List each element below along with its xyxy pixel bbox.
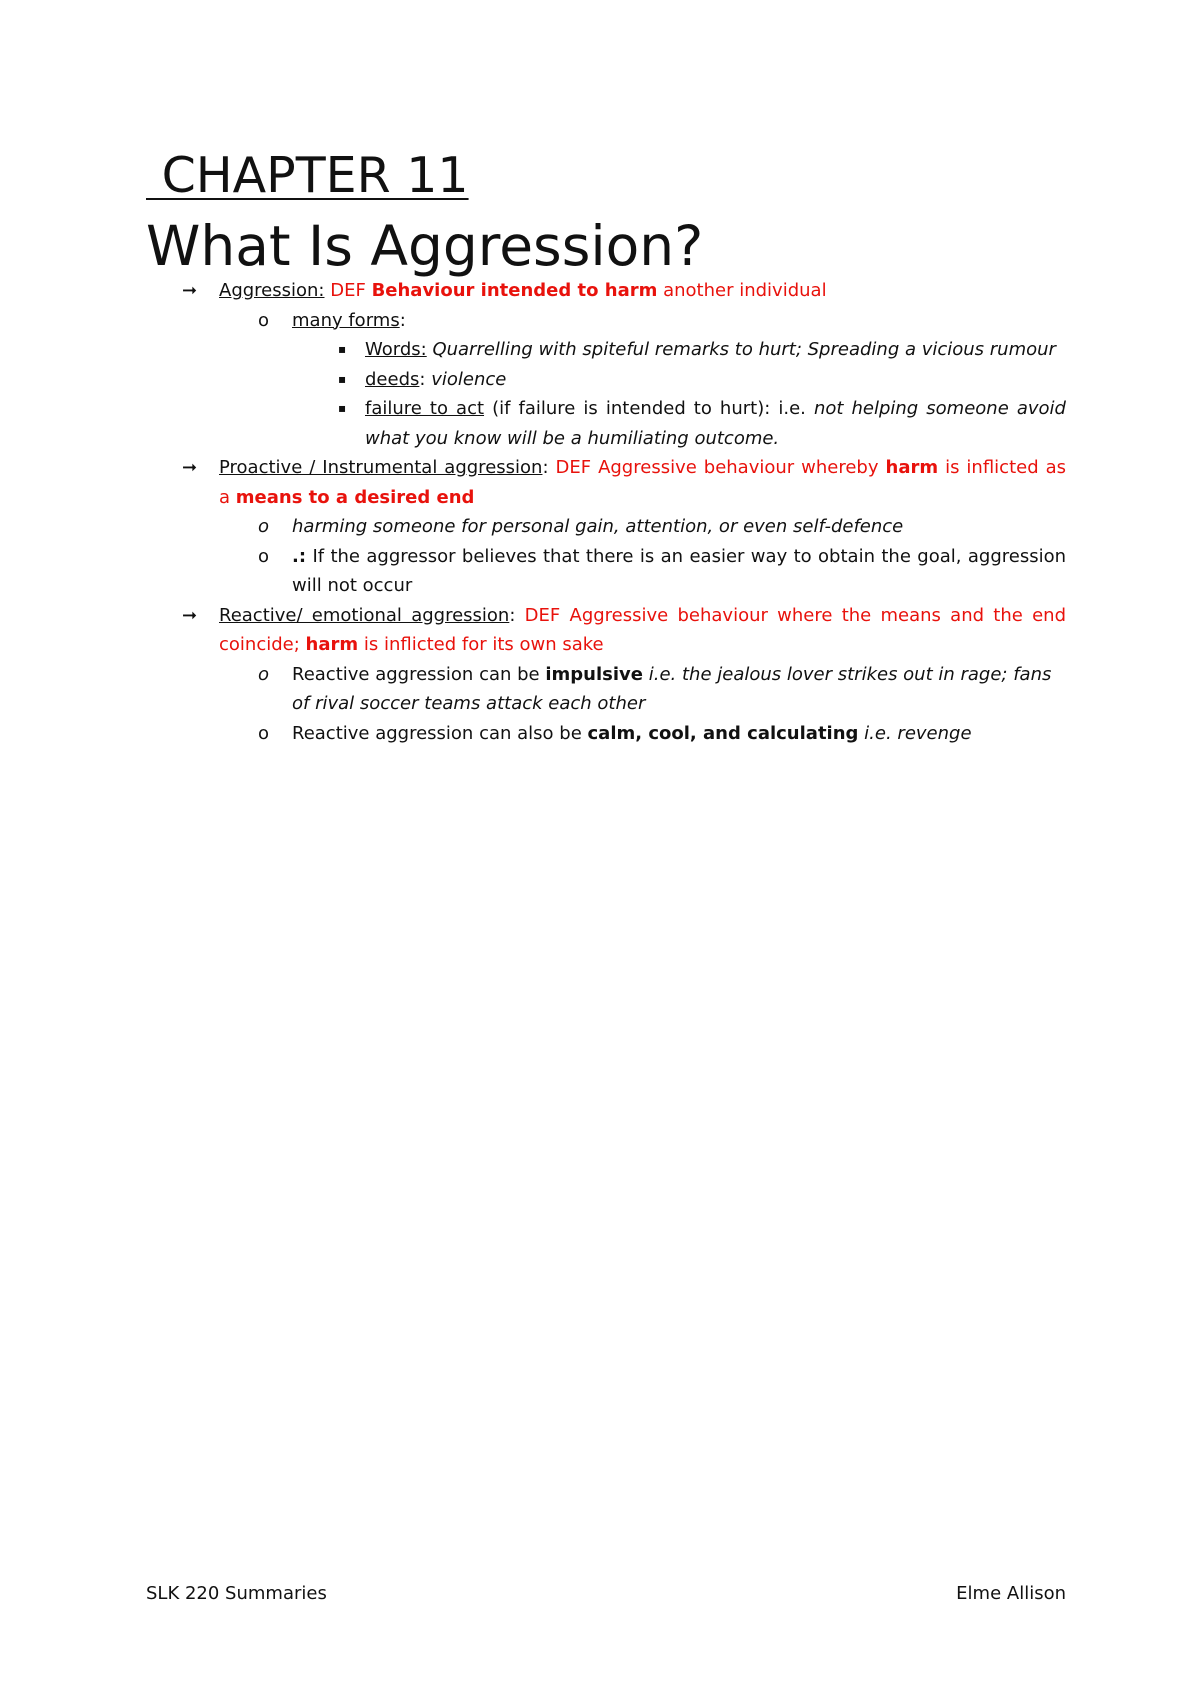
arrow-bullet-icon: ➞ [182, 457, 198, 478]
deeds-colon: : [419, 368, 426, 390]
chapter-heading: CHAPTER 11 [146, 147, 469, 204]
reactive-sub2-ie: i.e. [864, 722, 892, 744]
reactive-colon: : [509, 604, 516, 626]
deeds-text: violence [431, 368, 507, 390]
reactive-sub1-bold: impulsive [545, 663, 643, 685]
list-item-reactive-calculating [146, 719, 1066, 749]
reactive-def-a: DEF Aggressive behaviour where the means and the end [524, 604, 1066, 626]
reactive-sub1-ie: i.e. [648, 663, 677, 685]
square-bullet-icon: ▪ [338, 371, 347, 386]
list-item-many-forms [146, 306, 1066, 336]
words-text: Quarrelling with spiteful remarks to hurt; Spreading a vicious rumour [432, 339, 1056, 360]
reactive-sub1-example: the jealous lover strikes out in rage; fans of rival soccer teams attack each other [292, 663, 1052, 714]
circle-bullet-icon: o [258, 722, 270, 744]
proactive-colon: : [542, 457, 549, 478]
footer-author: Elme Allison [956, 1583, 1066, 1604]
list-item-failure-to-act [146, 394, 1066, 453]
definition-rest: another individual [663, 280, 827, 301]
list-item-reactive-impulsive [146, 660, 1066, 719]
square-bullet-icon: ▪ [338, 342, 347, 356]
definition-bold: Behaviour intended to harm [371, 280, 658, 301]
proactive-def-a: DEF Aggressive behaviour whereby [555, 457, 879, 478]
proactive-note: If the aggressor believes that there is an easier way to obtain the goal, aggression will not occur [292, 545, 1066, 596]
term-proactive: Proactive / Instrumental aggression [219, 457, 543, 478]
proactive-def-b: is inflicted as a [219, 457, 1067, 508]
term-reactive: Reactive/ emotional aggression [219, 604, 510, 626]
list-item-proactive-note [146, 542, 1066, 601]
term-words: Words: [365, 339, 427, 360]
notes-content [146, 276, 1066, 748]
failure-example: not helping someone avoid what you know will be a humiliating outcome. [365, 398, 1066, 449]
footer-course: SLK 220 Summaries [146, 1583, 327, 1604]
proactive-example: harming someone for personal gain, attention, or even self-defence [292, 516, 904, 537]
def-label: DEF [330, 280, 366, 301]
term-failure-to-act: failure to act [365, 398, 485, 419]
forms-colon: : [399, 309, 406, 331]
circle-bullet-icon: o [258, 516, 270, 537]
proactive-def-harm: harm [885, 457, 939, 478]
reactive-def-c: is inflicted for its own sake [363, 634, 604, 655]
list-item-aggression [146, 276, 1066, 306]
forms-label: many forms [292, 309, 400, 331]
page-title: What Is Aggression? [146, 214, 704, 278]
list-item-words [146, 335, 1066, 365]
square-bullet-icon: ▪ [338, 401, 347, 415]
therefore-mark: .: [292, 545, 307, 567]
reactive-sub2-bold: calm, cool, and calculating [587, 722, 859, 744]
circle-bullet-icon: o [258, 309, 270, 331]
reactive-sub2-a: Reactive aggression can also be [292, 722, 582, 744]
list-item-deeds [146, 365, 1066, 395]
circle-bullet-icon: o [258, 545, 270, 567]
list-item-reactive [146, 601, 1066, 660]
failure-text: (if failure is intended to hurt): i.e. [492, 398, 806, 419]
reactive-def-harm: harm [305, 634, 359, 655]
list-item-proactive [146, 453, 1066, 512]
term-aggression: Aggression: [219, 280, 325, 301]
term-deeds: deeds [365, 368, 420, 390]
proactive-def-end: means to a desired end [235, 486, 475, 508]
arrow-bullet-icon: ➞ [182, 280, 198, 301]
arrow-bullet-icon: ➞ [182, 604, 198, 626]
circle-bullet-icon: o [258, 663, 270, 685]
list-item-proactive-example [146, 512, 1066, 542]
reactive-sub1-a: Reactive aggression can be [292, 663, 540, 685]
reactive-def-b: coincide; [219, 634, 300, 655]
reactive-sub2-example: revenge [897, 722, 972, 744]
